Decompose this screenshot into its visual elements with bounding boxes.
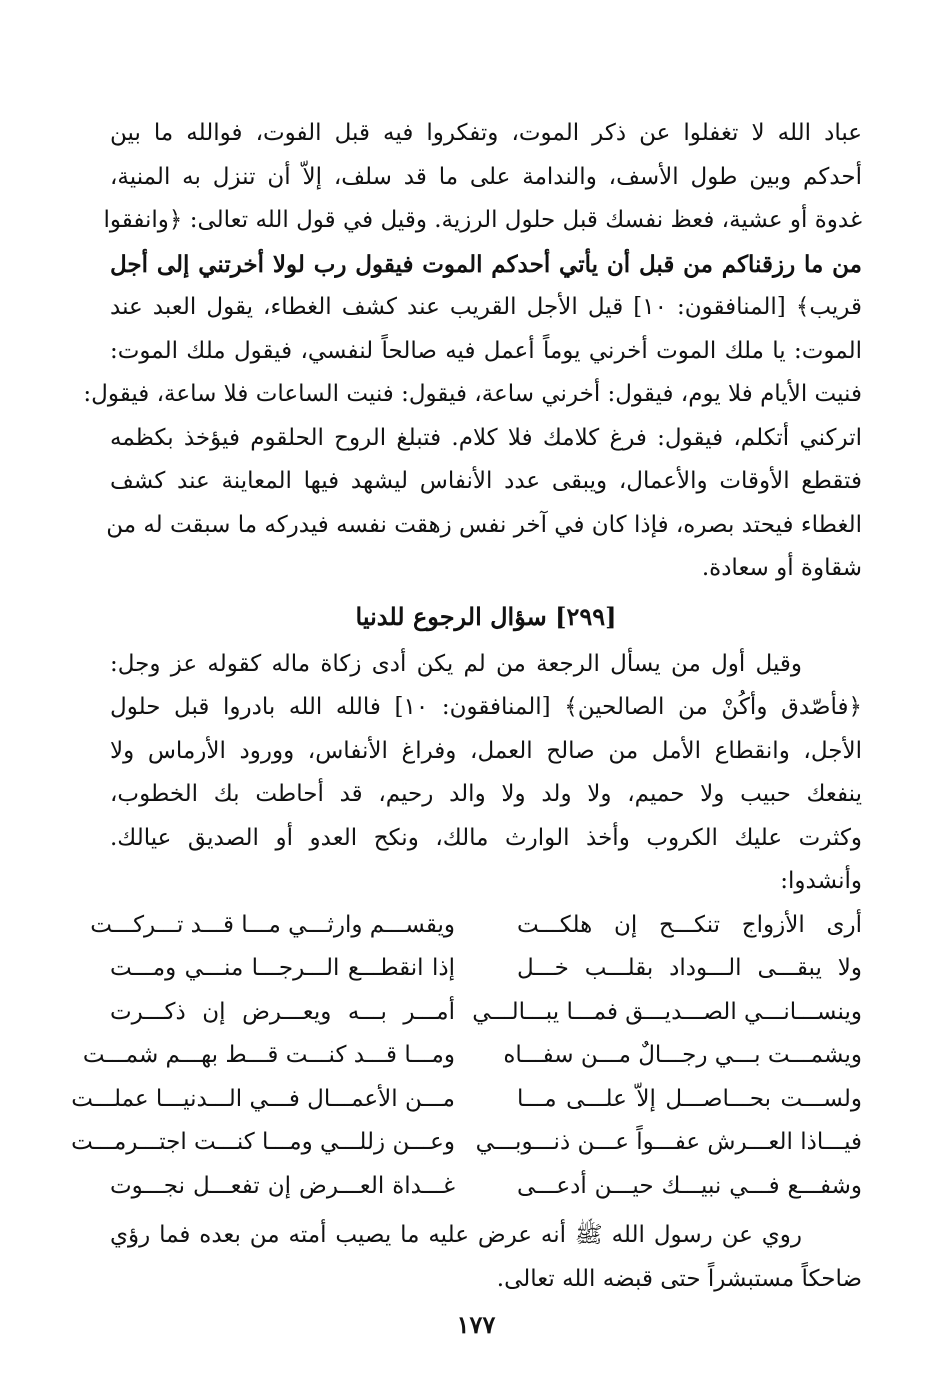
text-line: عباد الله لا تغفلوا عن ذكر الموت، وتفكروا فيه قبل الفوت، فوالله ما بين xyxy=(110,120,862,146)
text-line: ينفعك حبيب ولا حميم، ولا ولد ولا والد رحيم، قد أحاطت بك الخطوب، xyxy=(110,781,862,807)
verse-first-hemistich: أرى الأزواج تنكـــح إن هلكـــت xyxy=(517,911,862,938)
poem xyxy=(71,904,862,1209)
text-line: قريب﴾ [المنافقون: ١٠] قيل الأجل القريب عند كشف الغطاء، يقول العبد عند xyxy=(110,294,862,320)
text-line: غدوة أو عشية، فعظ نفسك قبل حلول الرزية. وقيل في قول الله تعالى: ﴿وانفقوا xyxy=(103,207,862,233)
text-line: شقاوة أو سعادة. xyxy=(701,555,862,581)
verse-first-hemistich: فيـــاذا العـــرش عفـــواً عـــن ذنـــوبـــي xyxy=(475,1129,862,1155)
text-line: اتركني أتكلم، فيقول: فرغ كلامك فلا كلام. فتبلغ الروح الحلقوم فيؤخذ بكظمه xyxy=(110,424,862,451)
verse-first-hemistich: وشفـــع فـــي نبيـــك حيـــن أدعـــى xyxy=(517,1172,862,1199)
text-line: وقيل أول من يسأل الرجعة من لم يكن أدى زكاة ماله كقوله عز وجل: xyxy=(110,650,802,677)
text-line: الأجل، وانقطاع الأمل من صالح العمل، وفراغ الأنفاس، وورود الأرماس ولا xyxy=(110,737,862,764)
verse-first-hemistich: ويشمـــت بـــي رجـــالٌ مـــن سفـــاه xyxy=(503,1042,862,1068)
page-content xyxy=(71,112,862,1301)
poem-verse xyxy=(110,947,862,991)
poem-verse xyxy=(82,1034,862,1078)
verse-first-hemistich: وينســـانـــي الصـــديـــق فمـــا يبـــالـــي xyxy=(472,998,862,1025)
text-line: وكثرت عليك الكروب وأخذ الوارث مالك، ونكح العدو أو الصديق عيالك. xyxy=(110,824,862,851)
verse-second-hemistich: وعـــن زللـــي ومـــا كنـــت اجتـــرمـــت xyxy=(71,1129,455,1155)
verse-second-hemistich: ومـــا قـــد كنـــت قـــط بهـــم شمـــت xyxy=(82,1042,455,1068)
section-heading: [٢٩٩] سؤال الرجوع للدنيا xyxy=(355,601,617,631)
poem-verse xyxy=(110,1165,862,1209)
quran-verse-line: من ما رزقناكم من قبل أن يأتي أحدكم الموت فيقول رب لولا أخرتني إلى أجل xyxy=(110,250,862,278)
text-line: روي عن رسول الله ﷺ أنه عرض عليه ما يصيب أمته من بعده فما رؤي xyxy=(110,1222,802,1248)
paragraph-closing xyxy=(110,1214,862,1301)
verse-first-hemistich: ولســـت بحـــاصـــل إلاّ علـــى مـــا xyxy=(517,1085,862,1112)
verse-second-hemistich: إذا انقطـــع الـــرجـــا منـــي ومـــت xyxy=(110,955,455,981)
poem-verse xyxy=(71,1121,862,1165)
verse-second-hemistich: أمـــر بـــه ويعـــرض إن ذكـــرت xyxy=(110,998,455,1025)
text-line: فنيت الأيام فلا يوم، فيقول: أخرني ساعة، فيقول: فنيت الساعات فلا ساعة، فيقول: xyxy=(83,381,862,407)
poem-verse xyxy=(110,991,862,1035)
page-number: ١٧٧ xyxy=(456,1310,496,1339)
text-line: أحدكم وبين طول الأسف، والندامة على ما قد سلف، إلاّ أن تنزل به المنية، xyxy=(110,163,862,190)
text-line: ﴿فأصّدق وأكُنْ من الصالحين﴾ [المنافقون: ١٠] فالله الله بادروا قبل حلول xyxy=(110,694,862,720)
text-line: وأنشدوا: xyxy=(780,868,862,894)
verse-first-hemistich: ولا يبقـــى الـــوداد بقلـــب خـــل xyxy=(517,955,862,981)
text-line: الموت: يا ملك الموت أخرني يوماً أعمل فيه صالحاً لنفسي، فيقول ملك الموت: xyxy=(110,337,862,364)
paragraph-intro xyxy=(83,112,862,591)
poem-verse xyxy=(90,904,862,948)
verse-second-hemistich: غـــداة العـــرض إن تفعـــل نجـــوت xyxy=(110,1172,455,1199)
poem-verse xyxy=(71,1078,862,1122)
text-line: الغطاء فيحتد بصره، فإذا كان في آخر نفس زهقت نفسه فيدركه ما سبقت له من xyxy=(106,511,862,538)
paragraph-return-question xyxy=(110,643,862,904)
text-line: ضاحكاً مستبشراً حتى قبضه الله تعالى. xyxy=(496,1265,862,1292)
text-line: فتقطع الأوقات والأعمال، ويبقى عدد الأنفاس ليشهد فيها المعاينة عند كشف xyxy=(110,468,862,494)
verse-second-hemistich: ويقســـم وارثـــي مـــا قـــد تـــركـــت xyxy=(90,911,455,938)
verse-second-hemistich: مـــن الأعمـــال فـــي الـــدنيـــا عملـــت xyxy=(71,1085,455,1112)
